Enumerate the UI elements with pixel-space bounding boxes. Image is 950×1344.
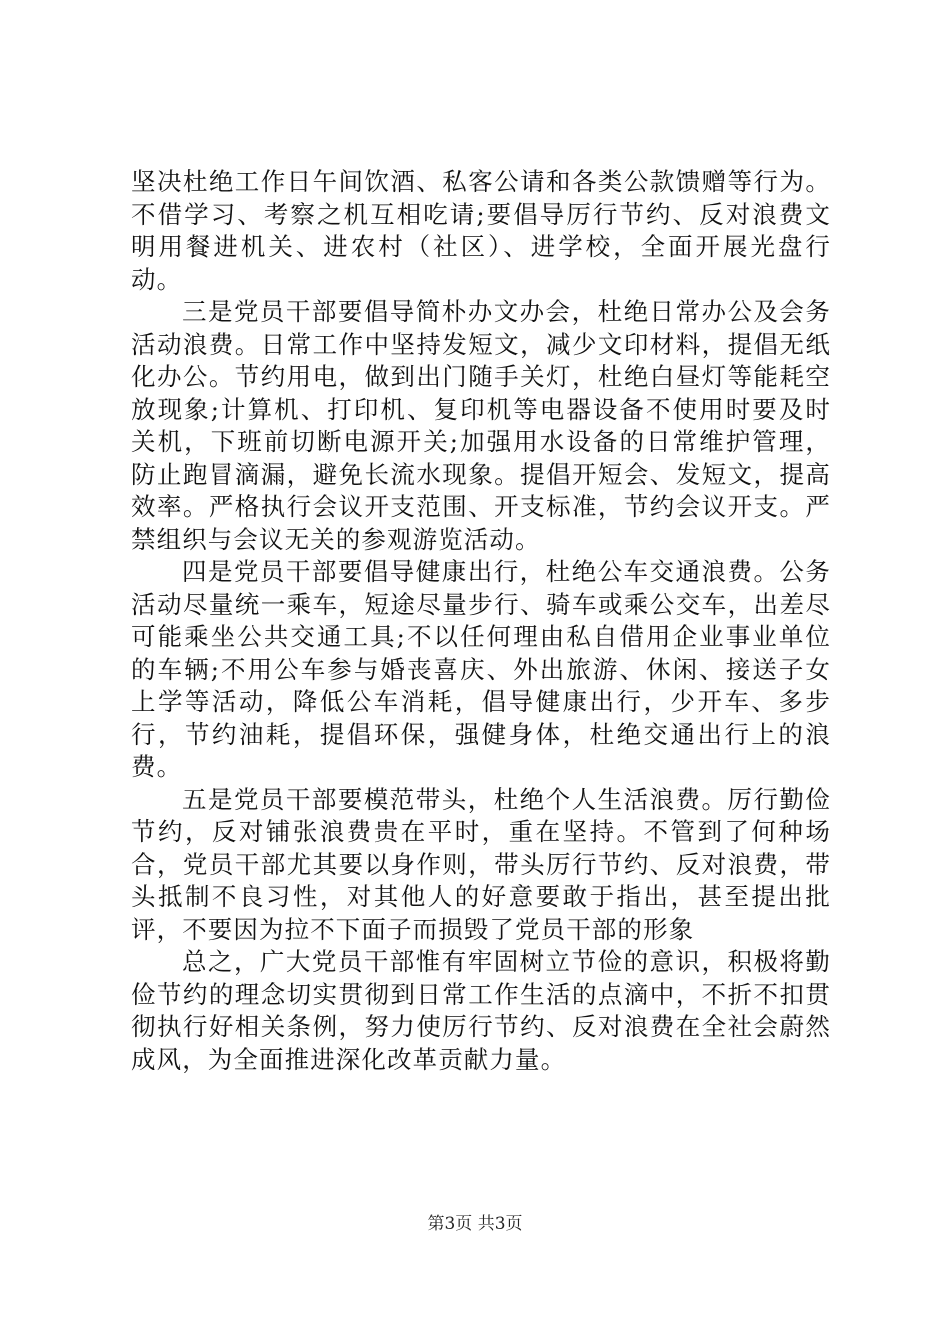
page-footer: [0, 1212, 950, 1236]
page-number: 第3页 共3页: [427, 1214, 523, 1234]
paragraph-conclusion: 总之，广大党员干部惟有牢固树立节俭的意识，积极将勤俭节约的理念切实贯彻到日常工作生活的点滴中，不折不扣贯彻执行好相关条例，努力使厉行节约、反对浪费在全社会蔚然成风，为全面推进深化改革贡献力量。: [131, 947, 831, 1074]
document-body: [131, 166, 831, 1076]
paragraph-item-four: 四是党员干部要倡导健康出行，杜绝公车交通浪费。公务活动尽量统一乘车，短途尽量步行、骑车或乘公交车，出差尽可能乘坐公共交通工具;不以任何理由私自借用企业事业单位的车辆;不用公车参与婚丧喜庆、外出旅游、休闲、接送子女上学等活动，降低公车消耗，倡导健康出行，少开车、多步行，节约油耗，提倡环保，强健身体，杜绝交通出行上的浪费。: [131, 557, 831, 781]
paragraph-continuation: 坚决杜绝工作日午间饮酒、私客公请和各类公款馈赠等行为。不借学习、考察之机互相吃请;要倡导厉行节约、反对浪费文明用餐进机关、进农村（社区）、进学校，全面开展光盘行动。: [131, 167, 831, 294]
paragraph-item-five: 五是党员干部要模范带头，杜绝个人生活浪费。厉行勤俭节约，反对铺张浪费贵在平时，重在坚持。不管到了何种场合，党员干部尤其要以身作则，带头厉行节约、反对浪费，带头抵制不良习性，对其他人的好意要敢于指出，甚至提出批评，不要因为拉不下面子而损毁了党员干部的形象: [131, 784, 831, 944]
paragraph-item-three: 三是党员干部要倡导简朴办文办会，杜绝日常办公及会务活动浪费。日常工作中坚持发短文，减少文印材料，提倡无纸化办公。节约用电，做到出门随手关灯，杜绝白昼灯等能耗空放现象;计算机、打印机、复印机等电器设备不使用时要及时关机，下班前切断电源开关;加强用水设备的日常维护管理，防止跑冒滴漏，避免长流水现象。提倡开短会、发短文，提高效率。严格执行会议开支范围、开支标准，节约会议开支。严禁组织与会议无关的参观游览活动。: [131, 297, 831, 554]
